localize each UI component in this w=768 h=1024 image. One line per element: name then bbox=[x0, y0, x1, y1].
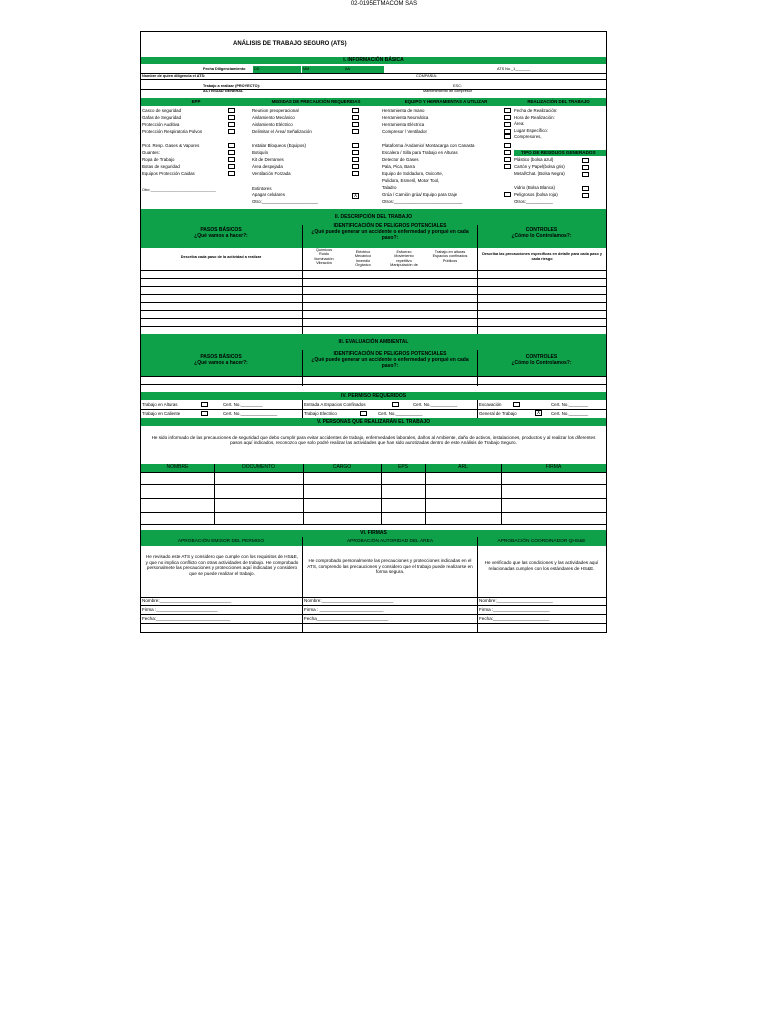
desc-pasos-header: PASOS BÁSICOS ¿Qué vamos a hacer?: bbox=[194, 227, 248, 239]
hazard-label: Vibración bbox=[316, 260, 332, 265]
fecha-label: Fecha Diligenciamiento bbox=[203, 67, 246, 71]
residuo-item: Otros:___________ bbox=[514, 199, 553, 204]
controles-instruction: Describa las precauciones específicas en detalle para cada paso y cada riesgo bbox=[482, 252, 602, 261]
residuo-checkbox[interactable] bbox=[582, 165, 589, 170]
hazards-group-4 bbox=[425, 250, 475, 263]
col-medidas: MEDIDAS DE PRECAUCIÓN REQUERIDAS bbox=[271, 99, 361, 104]
equipo-item: Plataforma /Andamio/ Montacarga con Canasta bbox=[382, 143, 475, 148]
equipo-item: Compresor / Ventilador bbox=[382, 129, 427, 134]
epp-otro: Otro:_______________________________ bbox=[142, 188, 216, 192]
section-environmental: III. EVALUACIÓN AMBIENTAL bbox=[141, 334, 606, 350]
excavacion-checkbox[interactable] bbox=[513, 402, 520, 407]
permiso-alturas: Trabajo en Alturas bbox=[142, 402, 178, 407]
residuo-item: Plástico (bolsa azul) bbox=[514, 157, 554, 162]
medidas-item: Delimitar el Área/ Señalización bbox=[252, 129, 312, 134]
medidas-apagar: Apagar celulares bbox=[252, 192, 285, 197]
cert-general: Cert. No.________ bbox=[551, 411, 589, 416]
realizacion-checkbox[interactable] bbox=[504, 134, 511, 139]
equipo-checkbox[interactable] bbox=[504, 115, 511, 120]
permiso-electrico: Trabajo Electrico bbox=[304, 411, 337, 416]
hazards-group-1 bbox=[305, 248, 343, 265]
cert-caliente: Cert. No._______________ bbox=[223, 411, 278, 416]
medidas-item: Reunion preoperacional bbox=[252, 108, 299, 113]
epp-checkbox[interactable] bbox=[228, 115, 235, 120]
confinados-checkbox[interactable] bbox=[392, 402, 399, 407]
medidas-item: Instalar Bloqueos (Equipos) bbox=[252, 143, 306, 148]
hazard-label: Movimiento bbox=[394, 254, 414, 259]
residuo-checkbox[interactable] bbox=[582, 186, 589, 191]
residuo-checkbox[interactable] bbox=[582, 172, 589, 177]
hazard-label: Ruido bbox=[319, 252, 329, 257]
people-col-header: CARGO bbox=[332, 464, 352, 470]
nombre-emisor: Nombre:____________________________ bbox=[142, 598, 232, 603]
epp-checkbox[interactable] bbox=[228, 143, 235, 148]
people-statement: He sido informado de las precauciones de seguridad que debo cumplir para evitar accidentes de trabajo, enfermedades laborales, daños al Ambiente, daño de activos, instalaciones, productos y al realizar los diferentes pasos aquí indicados, reconozco que solo podré realizar las actividades que han sido aurotizadas dentro de este Análisis de Trabajo Seguro. bbox=[151, 435, 596, 446]
equipo-item: Grúa / Camión grúa/ Equipo para Izaje bbox=[382, 192, 458, 197]
people-col-header: NOMBRE bbox=[166, 464, 189, 470]
section-people: V. PERSONAS QUE REALIZARÁN EL TRABAJO bbox=[141, 418, 606, 426]
firma-autoridad: Firma : _________________________ bbox=[304, 607, 384, 612]
fecha-autoridad: Fecha____________________________ bbox=[304, 616, 389, 621]
epp-item: Botas de seguridad bbox=[142, 164, 180, 169]
hazards-group-2 bbox=[344, 250, 382, 267]
hazard-label: Orgánico bbox=[355, 262, 371, 267]
fecha-aa: AA bbox=[345, 67, 351, 71]
epp-item: Prot. Resp. Gases & Vapores bbox=[142, 143, 200, 148]
hazard-label: Iluminación bbox=[314, 256, 334, 261]
epp-checkbox[interactable] bbox=[228, 150, 235, 155]
hazard-label: Públicos bbox=[442, 258, 458, 263]
col-equipo: EQUIPO Y HERRAMIENTAS A UTILIZAR bbox=[404, 99, 488, 104]
ats-form bbox=[140, 31, 607, 633]
medidas-item: Aislamiento Eléctrico bbox=[252, 122, 293, 127]
hazard-label: Mecánico bbox=[354, 254, 372, 259]
col-realizacion: REALIZACIÓN DEL TRABAJO bbox=[527, 99, 590, 104]
fecha-coordinador: Fecha:______________________ bbox=[479, 616, 550, 621]
fecha-dd: DD bbox=[254, 67, 260, 71]
fecha-mm: MM bbox=[303, 67, 310, 71]
realizacion-item: Lugar Específico: bbox=[514, 127, 548, 133]
firma-coordinador-text: He verificado que las condiciones y las actividades aquí relacionadas cumplen con los estándares de HS&E. bbox=[484, 560, 599, 571]
permiso-general: General de Trabajo bbox=[479, 411, 517, 416]
people-col-header: ARL bbox=[458, 464, 468, 470]
desc-peligros-header: IDENTIFICACIÓN DE PELIGROS POTENCIALES ¿Qué puede generar un accidente o enfermedad y porqué en cada paso?: bbox=[311, 223, 469, 241]
fecha-dd-cell[interactable] bbox=[253, 66, 301, 73]
equipo-checkbox[interactable] bbox=[504, 150, 511, 155]
medidas-item: Área despejada bbox=[252, 164, 283, 169]
permiso-excavacion: Excavación bbox=[479, 402, 502, 407]
compania-label: COMPAÑÍA: bbox=[416, 74, 438, 78]
people-col-header: DOCUMENTO bbox=[242, 464, 275, 470]
equipo-checkbox[interactable] bbox=[504, 122, 511, 127]
equipo-checkbox[interactable] bbox=[504, 108, 511, 113]
hazard-label: repetitivo bbox=[396, 258, 412, 263]
hazard-label: Eléctrico bbox=[355, 250, 371, 254]
cert-excavacion: Cert. No.________ bbox=[551, 402, 589, 407]
firma-autoridad-header: APROBACIÓN AUTORIDAD DEL ÁREA bbox=[346, 539, 434, 544]
medidas-otro: Otro:_______________________ bbox=[252, 199, 318, 204]
epp-checkbox[interactable] bbox=[228, 164, 235, 169]
eval-pasos-header: PASOS BÁSICOS ¿Qué vamos a hacer?: bbox=[194, 354, 248, 366]
permiso-caliente: Trabajo en Caliente bbox=[142, 411, 181, 416]
residuo-checkbox[interactable] bbox=[582, 193, 589, 198]
hazard-label: Incendio bbox=[355, 258, 371, 263]
people-col-header: FIRMA bbox=[545, 464, 562, 470]
residuo-item: Cartón y Papel(bolsa gris) bbox=[514, 164, 565, 169]
cert-electrico: Cert. No.___________ bbox=[378, 411, 423, 416]
permiso-confinados: Entrada A Espacios Confinados bbox=[304, 402, 366, 407]
ats-number: ATS No._1_______ bbox=[497, 67, 531, 71]
residuos-title: TIPO DE RESIDUOS GENERADOS bbox=[521, 150, 596, 155]
col-epp: EPP bbox=[191, 99, 201, 104]
eval-controles-header: CONTROLES ¿Cómo lo Controlamos?: bbox=[511, 354, 572, 366]
epp-checkbox[interactable] bbox=[228, 157, 235, 162]
fecha-emisor: Fecha:_____________________________ bbox=[142, 616, 231, 621]
equipo-item: Pala, Pica, Barra bbox=[382, 164, 415, 169]
actividad-value: Mantenimiento de compresor bbox=[423, 89, 473, 93]
section-signatures: VI. FIRMAS bbox=[141, 530, 606, 537]
equipo-item: Pulidora, Esmeril, Motor Tool, bbox=[382, 178, 440, 183]
medidas-checkbox[interactable] bbox=[352, 171, 359, 176]
nombre-autoridad: Nombre:____________________________ bbox=[304, 598, 394, 603]
epp-item: Equipos Protección Caidas bbox=[142, 171, 195, 176]
epp-item: Gafas de Seguridad bbox=[142, 115, 182, 120]
nombre-coordinador: Nombre:______________________ bbox=[479, 598, 553, 603]
medidas-item: Botiquín bbox=[252, 150, 269, 155]
firma-emisor-text: He revisado este ATS y considero que cumple con los requisitos de HS&E, y que no implica conflicto con otras actividades de trabajo. He comprobado personalmete las precauciones y protecciones aquí indicadas y considero que se puede realizar el trabajo. bbox=[145, 554, 299, 576]
medidas-item: Aislamiento Mecánico bbox=[252, 115, 295, 120]
cert-confinados: Cert. No.___________ bbox=[413, 402, 458, 407]
epp-item: Protección Respiratoria Polvos bbox=[142, 129, 203, 134]
firma-emisor-header: APROBACIÓN EMISOR DEL PERMISO bbox=[177, 539, 265, 544]
equipo-checkbox[interactable] bbox=[504, 192, 511, 197]
epp-checkbox[interactable] bbox=[228, 129, 235, 134]
realizacion-item: Área: bbox=[514, 121, 525, 126]
hazards-group-3 bbox=[383, 250, 425, 267]
equipo-item: Taladro bbox=[382, 185, 397, 190]
medidas-checkbox[interactable] bbox=[352, 143, 359, 148]
cert-alturas: Cert. No._________ bbox=[223, 402, 263, 407]
medidas-checkbox[interactable] bbox=[352, 164, 359, 169]
hazard-label: Espacios confinados bbox=[432, 254, 468, 259]
equipo-item: Herramienta de mano bbox=[382, 108, 425, 113]
section-basic-info: I. INFORMACIÓN BÁSICA bbox=[141, 57, 606, 64]
residuo-item: Peligrosos (bolsa roja) bbox=[514, 192, 558, 197]
medidas-checkbox[interactable] bbox=[352, 108, 359, 113]
hazard-label: Manipulación de bbox=[390, 262, 418, 267]
residuo-checkbox[interactable] bbox=[582, 158, 589, 163]
realizacion-item: Compresores, bbox=[514, 134, 542, 139]
medidas-extintores: Extintores bbox=[252, 186, 272, 191]
epp-checkbox[interactable] bbox=[228, 171, 235, 176]
epp-item: Protección Auditiva bbox=[142, 122, 180, 127]
hazard-label: Trabajo en alturas bbox=[434, 250, 466, 254]
medidas-checkbox[interactable] bbox=[352, 122, 359, 127]
epp-item: Guantes: bbox=[142, 150, 160, 155]
realizacion-item: Fecha de Realización: bbox=[514, 108, 558, 113]
residuo-item: Vidrio (Bolsa Blanca) bbox=[514, 185, 555, 190]
esc-label: ESC: bbox=[453, 84, 462, 88]
eval-peligros-header: IDENTIFICACIÓN DE PELIGROS POTENCIALES ¿Qué puede generar un accidente o enfermedad y porqué en cada paso?: bbox=[311, 351, 469, 369]
general-checkbox[interactable]: X bbox=[536, 410, 541, 416]
electrico-checkbox[interactable] bbox=[360, 411, 367, 416]
realizacion-item: Hora de Realización: bbox=[514, 114, 555, 120]
equipo-item: Detector de Gases bbox=[382, 157, 419, 162]
desc-controles-header: CONTROLES ¿Cómo lo Controlamos?: bbox=[511, 227, 572, 239]
medidas-checkbox[interactable] bbox=[352, 150, 359, 155]
firma-coordinador-header: APROBACIÓN COORDINADOR QHS&E bbox=[497, 539, 586, 544]
firma-autoridad-text: He comprobado personalmente las precauciones y protecciones indicadas en el ATS, comprendo las precauciones y considero que el trabajo puede realizarse en forma segura. bbox=[307, 558, 473, 575]
form-title: ANÁLISIS DE TRABAJO SEGURO (ATS) bbox=[233, 41, 347, 47]
equipo-checkbox[interactable] bbox=[504, 164, 511, 169]
medidas-checkbox[interactable] bbox=[352, 157, 359, 162]
equipo-item: Otros:____________________________ bbox=[382, 199, 463, 204]
pasos-instruction: Describa cada paso de la actividad a realizar bbox=[180, 255, 262, 259]
firma-coordinador: Firma :______________________ bbox=[479, 607, 550, 612]
equipo-checkbox[interactable] bbox=[504, 143, 511, 148]
firma-emisor: Firma :________________________ bbox=[142, 607, 218, 612]
epp-checkbox[interactable] bbox=[228, 108, 235, 113]
equipo-item: Herramienta Neumática bbox=[382, 115, 429, 120]
epp-checkbox[interactable] bbox=[228, 122, 235, 127]
alturas-checkbox[interactable] bbox=[201, 402, 208, 407]
trabajo-label: Trabajo a realizar (PROYECTO): bbox=[203, 84, 261, 88]
hazard-label: Químicos bbox=[315, 248, 333, 252]
medidas-item: Ventilación Forzada bbox=[252, 171, 291, 176]
medidas-item: Kit de Derrames bbox=[252, 157, 284, 162]
section-permits: IV. PERMISO REQUERIDOS bbox=[141, 392, 606, 400]
equipo-item: Herramienta Eléctrica bbox=[382, 122, 425, 127]
apagar-checkbox[interactable]: X bbox=[353, 193, 358, 199]
epp-item: Ropa de Trabajo bbox=[142, 157, 175, 162]
hazard-label: Esfuerzo bbox=[396, 250, 412, 254]
medidas-checkbox[interactable] bbox=[352, 115, 359, 120]
epp-item: Casco de seguridad bbox=[142, 108, 182, 113]
nombre-diligencia-label: Nombre de quien diligencia el ATS: bbox=[142, 74, 206, 78]
actividad-label: ACTIVIDAD GENERAL bbox=[203, 89, 244, 93]
equipo-item: Escalera / Silla para Trabajo en Alturas bbox=[382, 150, 458, 155]
equipo-item: Equipo de Soldadura, Oxicorte, bbox=[382, 171, 444, 176]
medidas-checkbox[interactable] bbox=[352, 129, 359, 134]
document-code: 02-0195ETMACOM SAS bbox=[350, 1, 418, 7]
equipo-checkbox[interactable] bbox=[504, 157, 511, 162]
section-description: II. DESCRIPCIÓN DEL TRABAJO bbox=[141, 209, 606, 225]
caliente-checkbox[interactable] bbox=[201, 411, 208, 416]
residuo-item: Metal/Chat. (Bolsa Negra) bbox=[514, 171, 565, 176]
people-col-header: EPS bbox=[397, 464, 408, 470]
